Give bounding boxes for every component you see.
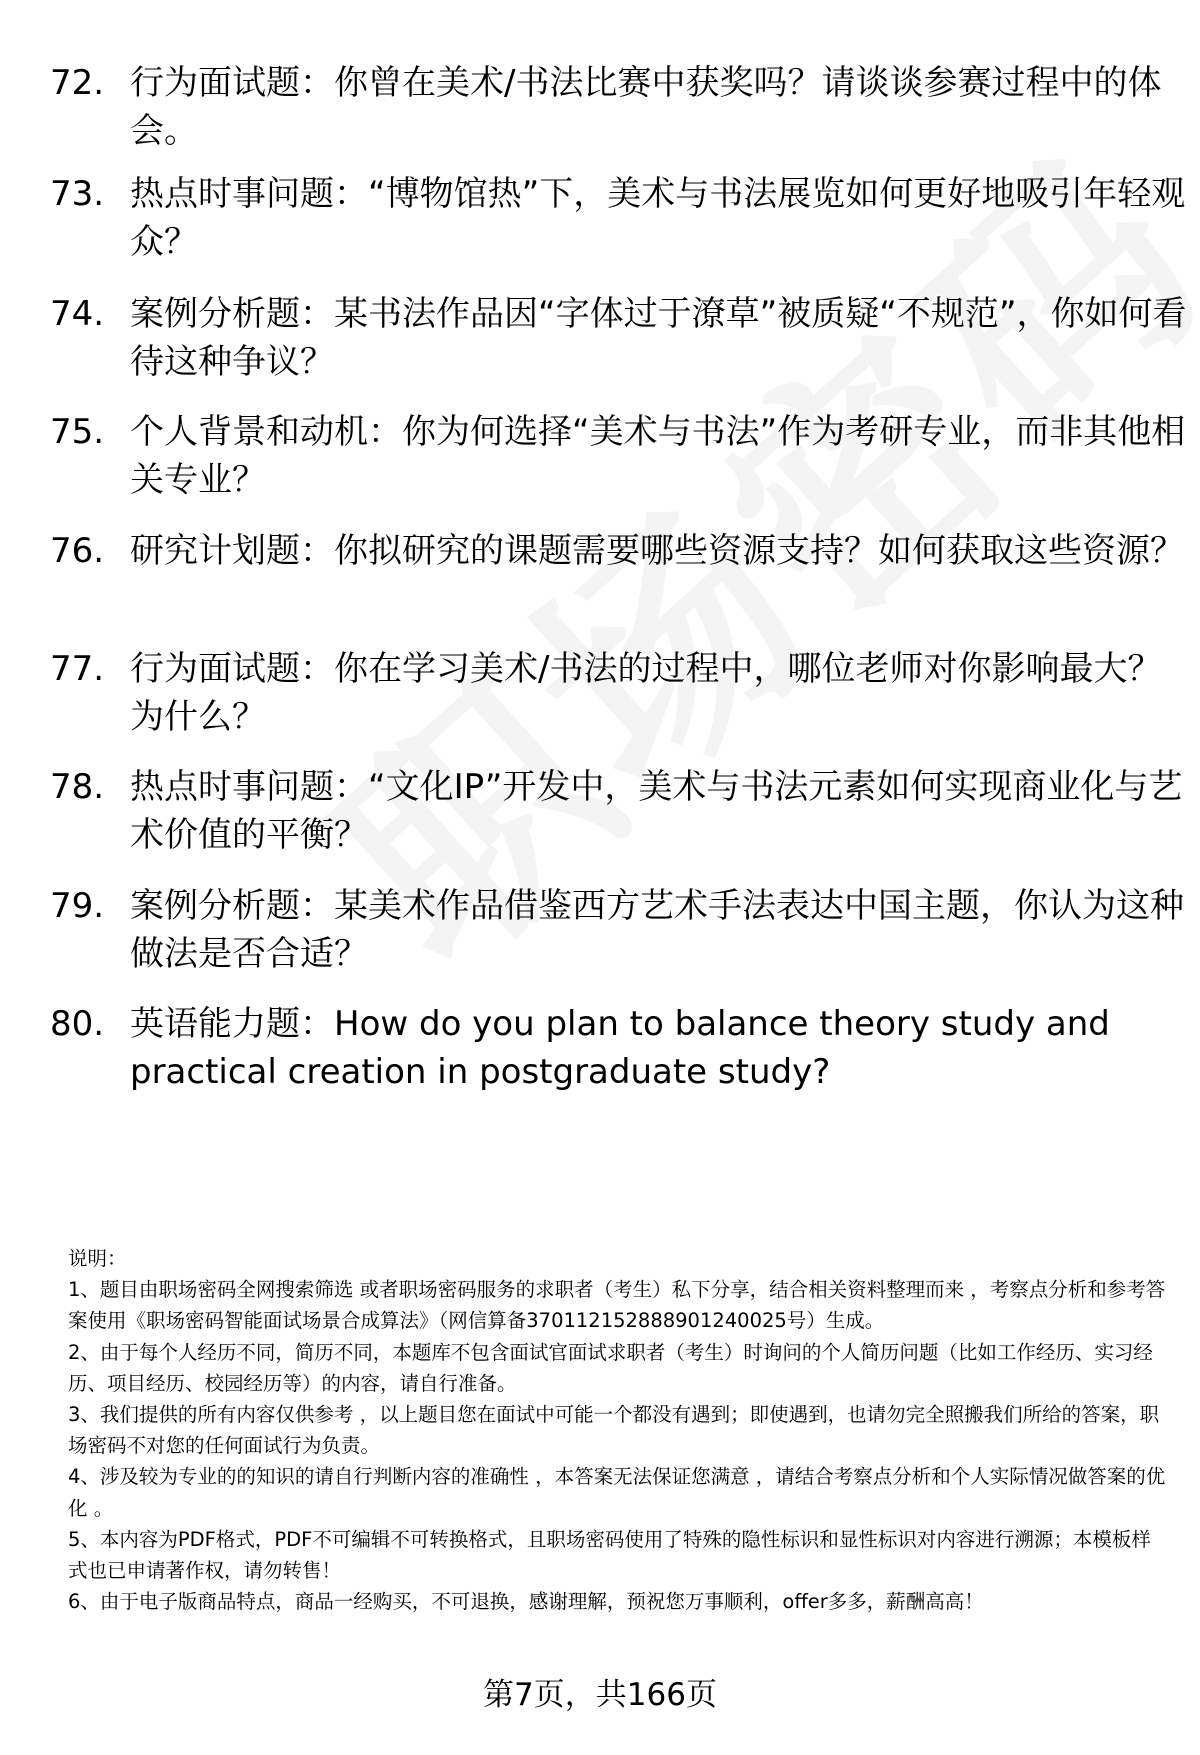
question-text: 个人背景和动机：你为何选择“美术与书法”作为考研专业，而非其他相关专业？ [130, 412, 1186, 500]
notes-item: 4、涉及较为专业的的知识的请自行判断内容的准确性 ，本答案无法保证您满意 ，请结合考察点分析和个人实际情况做答案的优化 。 [68, 1465, 1166, 1520]
question-text: 行为面试题：你在学习美术/书法的过程中，哪位老师对你影响最大？为什么？ [130, 649, 1162, 737]
question-number: 73. [50, 174, 105, 214]
question-item [50, 290, 1187, 386]
question-item [50, 527, 1184, 575]
question-number: 76. [50, 531, 105, 571]
question-item [50, 59, 1160, 155]
question-item [50, 763, 1183, 859]
question-number: 77. [50, 649, 105, 689]
notes-item: 2、由于每个人经历不同，简历不同，本题库不包含面试官面试求职者（考生）时询问的个人简历问题（比如工作经历、实习经历、项目经历、校园经历等）的内容，请自行准备。 [68, 1340, 1153, 1395]
question-number: 72. [50, 63, 105, 103]
question-text: 研究计划题：你拟研究的课题需要哪些资源支持？如何获取这些资源？ [130, 531, 1184, 571]
question-text: 案例分析题：某书法作品因“字体过于潦草”被质疑“不规范”，你如何看待这种争议？ [130, 294, 1187, 382]
page-number: 第7页，共166页 [483, 1677, 717, 1713]
notes-item: 3、我们提供的所有内容仅供参考 ，以上题目您在面试中可能一个都没有遇到；即使遇到，也请勿完全照搬我们所给的答案，职场密码不对您的任何面试行为负责。 [68, 1403, 1160, 1458]
notes-section [68, 1243, 1168, 1617]
notes-item: 5、本内容为PDF格式，PDF不可编辑不可转换格式，且职场密码使用了特殊的隐性标识和显性标识对内容进行溯源；本模板样式也已申请著作权，请勿转售！ [68, 1527, 1151, 1583]
question-text: 热点时事问题：“文化IP”开发中，美术与书法元素如何实现商业化与艺术价值的平衡？ [130, 767, 1183, 855]
question-text: 英语能力题：How do you plan to balance theory study and practical creation in postgraduate study? [130, 1004, 1110, 1092]
question-item [50, 170, 1186, 266]
question-number: 75. [50, 412, 105, 452]
question-number: 79. [50, 886, 105, 926]
question-text: 行为面试题：你曾在美术/书法比赛中获奖吗？请谈谈参赛过程中的体会。 [130, 63, 1162, 151]
question-text: 案例分析题：某美术作品借鉴西方艺术手法表达中国主题，你认为这种做法是否合适？ [130, 886, 1184, 974]
question-text: 热点时事问题：“博物馆热”下，美术与书法展览如何更好地吸引年轻观众？ [130, 174, 1186, 262]
question-number: 78. [50, 767, 105, 807]
question-number: 80. [50, 1004, 105, 1044]
notes-item: 6、由于电子版商品特点，商品一经购买，不可退换，感谢理解，预祝您万事顺利，offer多多，薪酬高高！ [68, 1590, 984, 1614]
question-item [50, 1000, 1160, 1096]
question-item [50, 408, 1186, 504]
question-item [50, 882, 1184, 978]
question-number: 74. [50, 294, 105, 334]
notes-item: 1、题目由职场密码全网搜索筛选 或者职场密码服务的求职者（考生）私下分享，结合相关资料整理而来 ，考察点分析和参考答案使用《职场密码智能面试场景合成算法》（网信算备370112152888901240025号）生成。 [68, 1278, 1166, 1333]
question-item [50, 645, 1160, 741]
notes-heading: 说明： [68, 1247, 127, 1270]
